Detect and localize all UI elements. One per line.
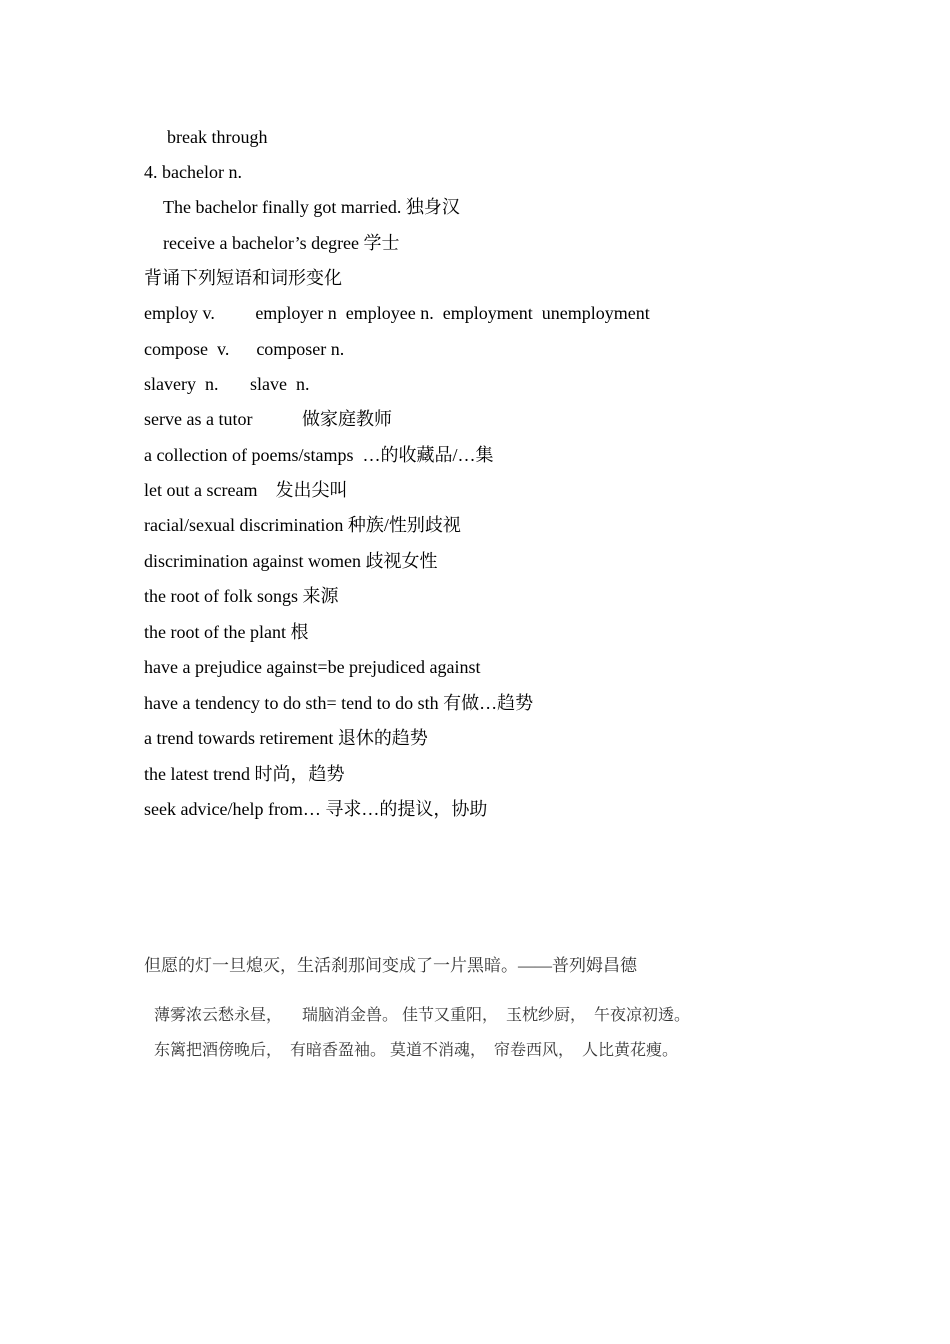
poem-line: 薄雾浓云愁永昼， 瑞脑消金兽。 佳节又重阳， 玉枕纱厨， 午夜凉初透。: [154, 1007, 691, 1024]
vocab-line: employ v. employer n employee n. employment unemployment: [144, 303, 650, 323]
vocab-line: the root of the plant 根: [144, 622, 309, 642]
vocab-line: slavery n. slave n.: [144, 374, 310, 394]
poem-line: 东篱把酒傍晚后， 有暗香盈袖。 莫道不消魂， 帘卷西风， 人比黄花瘦。: [154, 1042, 679, 1059]
vocab-line: The bachelor finally got married. 独身汉: [163, 197, 460, 217]
vocab-line: racial/sexual discrimination 种族/性别歧视: [144, 515, 461, 535]
vocab-line: seek advice/help from… 寻求…的提议，协助: [144, 799, 488, 819]
vocab-line: have a tendency to do sth= tend to do sth 有做…趋势: [144, 693, 534, 713]
vocab-heading: 4. bachelor n.: [144, 162, 242, 182]
vocab-line: the latest trend 时尚，趋势: [144, 764, 345, 784]
vocab-line: a collection of poems/stamps …的收藏品/…集: [144, 445, 494, 465]
vocab-line: the root of folk songs 来源: [144, 586, 339, 606]
quote-line: 但愿的灯一旦熄灭，生活刹那间变成了一片黑暗。——普列姆昌德: [144, 956, 637, 975]
vocab-line: receive a bachelor’s degree 学士: [163, 233, 400, 253]
vocab-line: compose v. composer n.: [144, 339, 345, 359]
vocab-line: serve as a tutor 做家庭教师: [144, 409, 392, 429]
vocab-line: let out a scream 发出尖叫: [144, 480, 348, 500]
vocab-line: break through: [167, 127, 268, 147]
vocab-line: a trend towards retirement 退休的趋势: [144, 728, 428, 748]
vocab-line: have a prejudice against=be prejudiced against: [144, 657, 481, 677]
section-heading: 背诵下列短语和词形变化: [144, 268, 342, 288]
vocab-line: discrimination against women 歧视女性: [144, 551, 438, 571]
